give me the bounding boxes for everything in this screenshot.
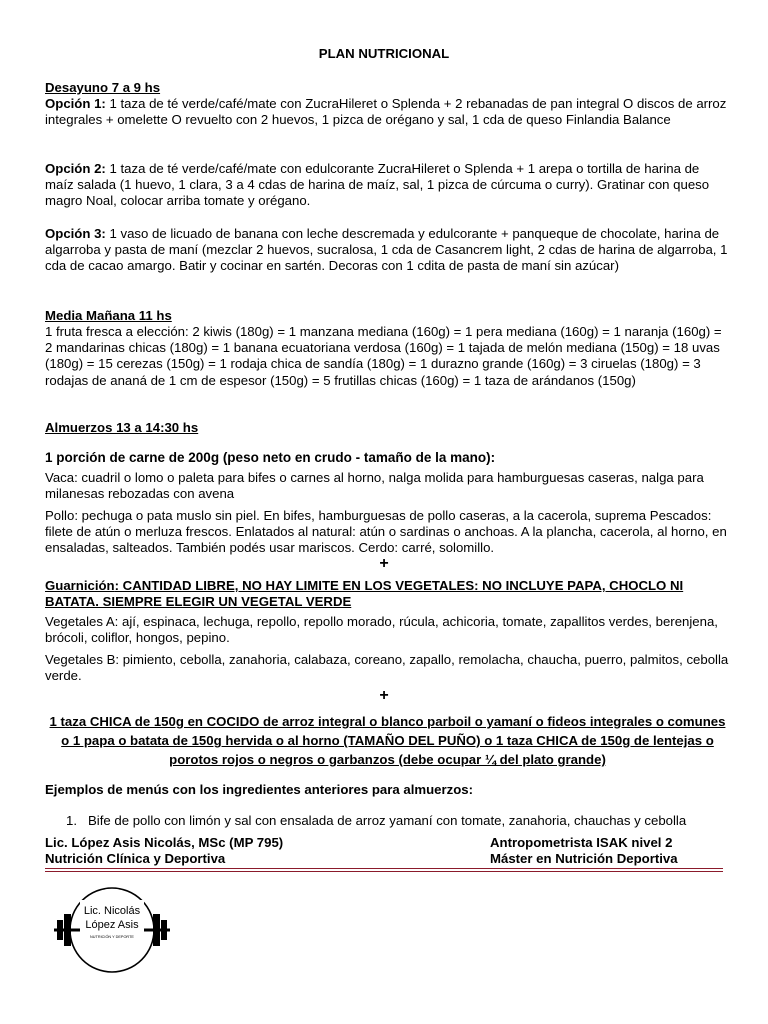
option-2-label: Opción 2:	[45, 161, 106, 176]
media-manana-text: 1 fruta fresca a elección: 2 kiwis (180g) = 1 manzana mediana (160g) = 1 pera mediana (160g) = 1 naranja (160g) = 2 mandarinas chicas (180g) = 1 banana ecuatoriana verdosa (160g) = 1 tajada de melón mediana (150g) = 18 uvas (180g) = 15 cerezas (150g) = 1 rodaja chica de sandía (180g) = 1 durazno grande (160g) = 3 ciruelas (180g) = 3 rodajas de ananá de 1 cm de espesor (150g) = 5 frutillas chicas (160g) = 1 taza de arándanos (150g)	[45, 324, 722, 388]
cereal-portion: 1 taza CHICA de 150g en COCIDO de arroz integral o blanco parboil o yamaní o fideos integrales o comunes o 1 papa o batata de 150g hervida o al horno (TAMAÑO DEL PUÑO) o 1 taza CHICA de 150g de lentejas o porotos rojos o negros o garbanzos (debe ocupar ¼ del plato grande)	[49, 714, 726, 767]
logo-text-line3: NUTRICIÓN Y DEPORTE	[90, 935, 134, 939]
option-3-label: Opción 3:	[45, 226, 106, 241]
ejemplo-1-text: Bife de pollo con limón y sal con ensalada de arroz yamaní con tomate, zanahoria, chauchas y cebolla	[88, 813, 687, 828]
footer-author-name: Lic. López Asis Nicolás, MSc (MP 795)	[45, 835, 284, 850]
plus-sign-2: +	[379, 687, 389, 704]
desayuno-option-2	[45, 161, 730, 210]
guarnicion-heading	[45, 578, 730, 610]
footer-specialty: Nutrición Clínica y Deportiva	[45, 851, 226, 867]
footer-left	[45, 835, 283, 867]
vegetales-a: Vegetales A: ají, espinaca, lechuga, repollo, repollo morado, rúcula, achicoria, tomate, zapallitos verdes, berenjena, brócoli, coliflor, hongos, pepino.	[45, 614, 718, 646]
footer-right	[490, 835, 678, 867]
guarnicion-text: : CANTIDAD LIBRE, NO HAY LIMITE EN LOS VEGETALES: NO INCLUYE PAPA, CHOCLO NI BATATA. SIEMPRE ELEGIR UN VEGETAL VERDE	[45, 578, 684, 610]
footer-certification: Antropometrista ISAK nivel 2	[490, 835, 673, 850]
desayuno-option-1	[45, 96, 730, 128]
page-title: PLAN NUTRICIONAL	[318, 46, 450, 61]
desayuno-heading	[45, 80, 730, 96]
almuerzos-heading-text: Almuerzos 13 a 14:30 hs	[45, 420, 199, 435]
vegetales-b: Vegetales B: pimiento, cebolla, zanahoria, calabaza, coreano, zapallo, remolacha, chaucha, puerro, palmitos, cebolla verde.	[45, 652, 729, 684]
carne-pollo-pescado: Pollo: pechuga o pata muslo sin piel. En bifes, hamburguesas de pollo caseras, a la cacerola, suprema Pescados: filete de atún o merluza frescos. Enlatados al natural: atún o sardinas o anchoas. A la plancha, cacerola, al horno, en ensaladas, salteados. También podés usar mariscos. Cerdo: carré, solomillo.	[45, 508, 727, 556]
option-2-text: 1 taza de té verde/café/mate con edulcorante ZucraHileret o Splenda + 1 arepa o tortilla de harina de maíz salada (1 huevo, 1 clara, 3 a 4 cdas de harina de maíz, sal, 1 pizca de cúrcuma o curry). Gratinar con queso magro Noal, colocar arriba tomate y orégano.	[45, 161, 710, 209]
media-manana-heading	[45, 308, 730, 324]
desayuno-option-3	[45, 226, 730, 275]
carne-heading: 1 porción de carne de 200g (peso neto en crudo - tamaño de la mano):	[45, 450, 496, 465]
logo-text-line1: Lic. Nicolás	[83, 905, 141, 917]
media-manana-heading-text: Media Mañana 11 hs	[45, 308, 172, 323]
option-1-text: 1 taza de té verde/café/mate con ZucraHileret o Splenda + 2 rebanadas de pan integral O discos de arroz integrales + omelette O revuelto con 2 huevos, 1 pizca de orégano y sal, 1 cda de queso Finlandia Balance	[45, 96, 727, 128]
desayuno-heading-text: Desayuno 7 a 9 hs	[45, 80, 161, 95]
dumbbell-logo	[52, 882, 172, 982]
plus-sign-1: +	[379, 555, 389, 572]
ejemplo-list-item-1	[66, 813, 736, 829]
footer-divider-top	[45, 868, 723, 869]
ejemplos-heading: Ejemplos de menús con los ingredientes anteriores para almuerzos:	[45, 782, 473, 797]
footer-divider-bottom	[45, 871, 723, 872]
carne-vaca: Vaca: cuadril o lomo o paleta para bifes o carnes al horno, nalga molida para hamburguesas caseras, nalga para milanesas rebozadas con avena	[45, 470, 704, 502]
logo-text-line2: López Asis	[85, 919, 139, 931]
footer-degree: Máster en Nutrición Deportiva	[490, 851, 678, 867]
option-3-text: 1 vaso de licuado de banana con leche descremada y edulcorante + panqueque de chocolate, harina de algarroba y pasta de maní (mezclar 2 huevos, sucralosa, 1 cda de Casancrem light, 2 cdas de harina de algarroba, 1 cda de cacao amargo. Batir y cocinar en sartén. Decoras con 1 cdita de pasta de maní sin azúcar)	[45, 226, 728, 274]
list-number: 1.	[66, 813, 77, 828]
guarnicion-label: Guarnición	[45, 578, 115, 593]
almuerzos-heading	[45, 420, 730, 436]
option-1-label: Opción 1:	[45, 96, 106, 111]
